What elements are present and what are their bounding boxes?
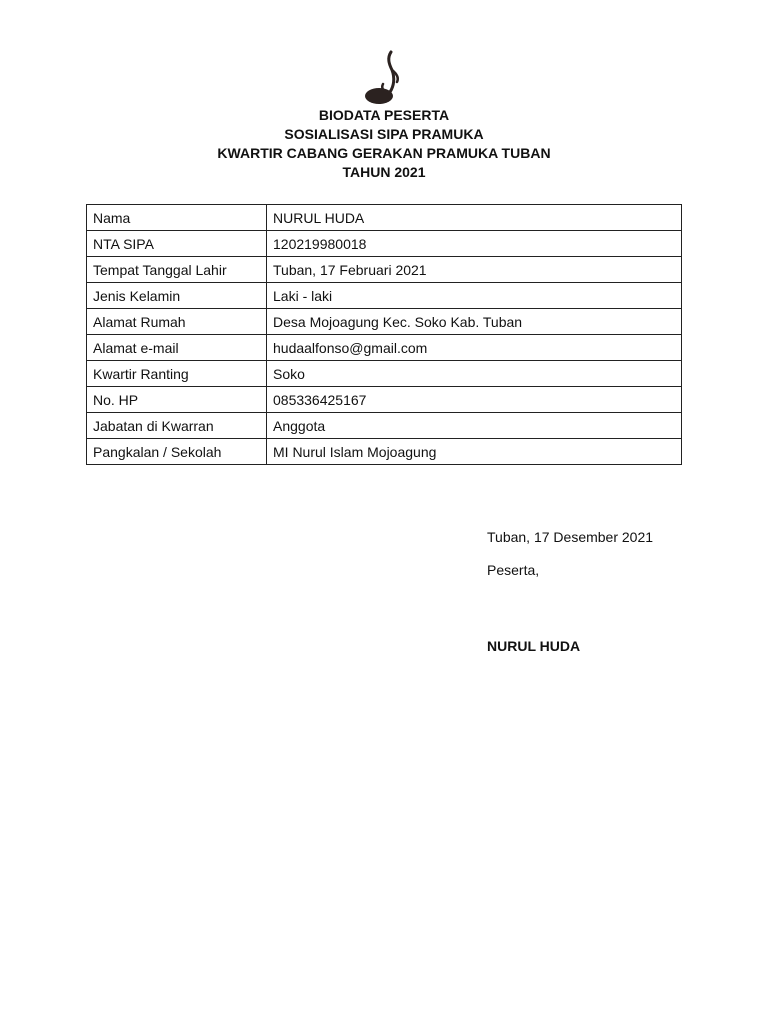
field-value: Desa Mojoagung Kec. Soko Kab. Tuban — [267, 309, 682, 335]
table-row — [87, 231, 682, 257]
field-label: Pangkalan / Sekolah — [87, 439, 267, 465]
field-value: 085336425167 — [267, 387, 682, 413]
table-row — [87, 387, 682, 413]
field-value: Tuban, 17 Februari 2021 — [267, 257, 682, 283]
table-row — [87, 283, 682, 309]
field-value: MI Nurul Islam Mojoagung — [267, 439, 682, 465]
biodata-table — [86, 204, 682, 465]
document-header — [0, 106, 768, 182]
table-row — [87, 413, 682, 439]
table-row — [87, 361, 682, 387]
field-value: hudaalfonso@gmail.com — [267, 335, 682, 361]
header-event: SOSIALISASI SIPA PRAMUKA — [284, 126, 484, 142]
header-year: TAHUN 2021 — [342, 164, 426, 180]
signature-role: Peserta, — [487, 562, 540, 578]
table-row — [87, 335, 682, 361]
field-label: Jabatan di Kwarran — [87, 413, 267, 439]
field-label: Tempat Tanggal Lahir — [87, 257, 267, 283]
field-label: Alamat e-mail — [87, 335, 267, 361]
table-row — [87, 309, 682, 335]
header-title: BIODATA PESERTA — [318, 107, 450, 123]
signature-place-date: Tuban, 17 Desember 2021 — [487, 529, 654, 545]
table-row — [87, 439, 682, 465]
field-label: NTA SIPA — [87, 231, 267, 257]
field-label: Alamat Rumah — [87, 309, 267, 335]
header-organization: KWARTIR CABANG GERAKAN PRAMUKA TUBAN — [217, 145, 551, 161]
table-row — [87, 257, 682, 283]
field-value: NURUL HUDA — [267, 205, 682, 231]
field-value: Laki - laki — [267, 283, 682, 309]
field-label: Nama — [87, 205, 267, 231]
field-label: Jenis Kelamin — [87, 283, 267, 309]
signature-name: NURUL HUDA — [487, 638, 581, 654]
table-row — [87, 205, 682, 231]
field-value: Anggota — [267, 413, 682, 439]
field-label: No. HP — [87, 387, 267, 413]
field-label: Kwartir Ranting — [87, 361, 267, 387]
field-value: 120219980018 — [267, 231, 682, 257]
tunas-kelapa-icon — [359, 48, 407, 108]
field-value: Soko — [267, 361, 682, 387]
